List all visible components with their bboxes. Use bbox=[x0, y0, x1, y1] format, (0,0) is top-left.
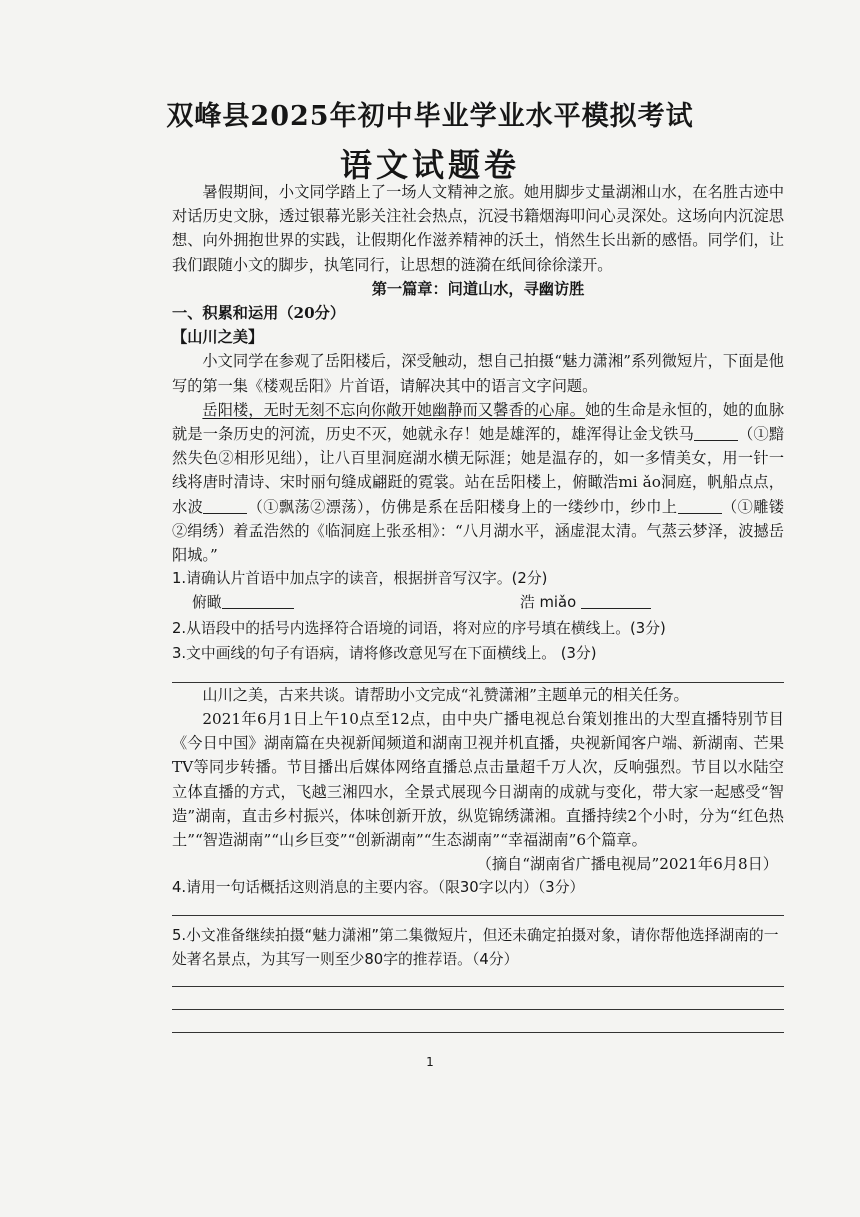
news-paragraph: 2021年6月1日上午10点至12点，由中央广播电视总台策划推出的大型直播特别节目《今日中国》湖南篇在央视新闻频道和湖南卫视并机直播，央视新闻客户端、新湖南、芒果TV等同步转播。节目播出后媒体网络直播总点击量超千万人次，反响强烈。节目以水陆空立体直播的方式，飞越三湘四水，全景式展现今日湖南的成就与变化，带大家一起感受“智造”湖南，直击乡村振兴，体味创新开放，纵览锦绣潇湘。直播持续2个小时，分为“红色热土”“智造湖南”“山乡巨变”“创新湖南”“生态湖南”“幸福湖南”6个篇章。 bbox=[172, 710, 784, 850]
spacer bbox=[172, 916, 784, 924]
task-paragraph: 小文同学在参观了岳阳楼后，深受触动，想自己拍摄“魅力潇湘”系列微短片，下面是他写的第一集《楼观岳阳》片首语，请解决其中的语言文字问题。 bbox=[172, 352, 784, 395]
option-group-2: （①飘荡②漂荡） bbox=[247, 497, 366, 516]
question-3: 3.文中画线的句子有语病，请将修改意见写在下面横线上。 (3分) bbox=[172, 644, 597, 662]
answer-blank-2[interactable] bbox=[203, 497, 247, 514]
intro-paragraph: 暑假期间，小文同学踏上了一场人文精神之旅。她用脚步丈量湖湘山水，在名胜古迹中对话历史文脉，透过银幕光影关注社会热点，沉浸书籍烟海叩问心灵深处。这场向内沉淀思想、向外拥抱世界的实践，让假期化作滋养精神的沃土，悄然生长出新的感悟。同学们，让我们跟随小文的脚步，执笔同行，让思想的涟漪在纸间徐徐漾开。 bbox=[172, 183, 784, 274]
question-5: 5.小文准备继续拍摄“魅力潇湘”第二集微短片，但还未确定拍摄对象，请你帮他选择湖南的一处著名景点，为其写一则至少80字的推荐语。（4分） bbox=[172, 926, 779, 968]
reading-passage bbox=[172, 398, 784, 567]
section-heading: 一、积累和运用（20分） bbox=[172, 304, 346, 323]
news-source: （摘自“湖南省广播电视局”2021年6月8日） bbox=[476, 855, 778, 874]
spacer bbox=[172, 972, 784, 986]
pinyin-word-left: 俯瞰 bbox=[192, 594, 222, 612]
question-2: 2.从语段中的括号内选择符合语境的词语，将对应的序号填在横线上。(3分) bbox=[172, 620, 666, 638]
option-group-3: （①雕镂 ②绢绣） bbox=[172, 497, 785, 540]
pinyin-answer-row bbox=[172, 591, 784, 617]
underlined-sentence: 岳阳楼，无时无刻不忘向你敞开她幽静而又馨香的心扉。 bbox=[202, 400, 586, 419]
exam-title: 双峰县2025年初中毕业学业水平模拟考试 bbox=[166, 101, 694, 132]
spacer bbox=[172, 1010, 784, 1032]
passage-text-4: 着孟浩然的《临洞庭上张丞相》：“八月湖水平，涵虚混太清。气蒸云梦泽，波撼岳阳城。” bbox=[172, 521, 784, 565]
passage-text-2: ，让八百里洞庭湖水横无际涯；她是温存的，如一多情美女，用一针一线将唐时清诗、宋时丽句缝成翩跹的霓裳。站在岳阳楼上，俯瞰浩mi ǎo洞庭，帆船点点，水波 bbox=[172, 449, 785, 516]
theme-paragraph: 山川之美，古来共谈。请帮助小文完成“礼赞潇湘”主题单元的相关任务。 bbox=[202, 685, 689, 704]
chapter-heading: 第一篇章：问道山水，寻幽访胜 bbox=[371, 279, 585, 298]
answer-line-q5-3[interactable] bbox=[172, 1032, 784, 1033]
subsection-heading: 【山川之美】 bbox=[172, 328, 264, 347]
pinyin-item-right bbox=[520, 591, 651, 615]
question-1: 1.请确认片首语中加点字的读音，根据拼音写汉字。(2分) bbox=[172, 570, 548, 588]
passage-text-3: ，仿佛是系在岳阳楼身上的一缕纱巾，纱巾上 bbox=[365, 497, 678, 516]
page-number: 1 bbox=[426, 1055, 434, 1069]
answer-blank-1[interactable] bbox=[694, 424, 738, 441]
spacer bbox=[172, 666, 784, 682]
paper-subtitle: 语文试题卷 bbox=[339, 146, 520, 184]
passage-text-1: 她的生命是永恒的，她的血脉就是一条历史的河流，历史不灭，她就永存！她是雄浑的，雄浑得让金戈铁马 bbox=[172, 400, 785, 444]
pinyin-word-right: 浩 miǎo bbox=[520, 594, 577, 612]
spacer bbox=[172, 901, 784, 915]
option-group-1: （①黯然失色②相形见绌） bbox=[172, 425, 785, 468]
pinyin-blank-left[interactable] bbox=[222, 592, 294, 609]
question-4: 4.请用一句话概括这则消息的主要内容。（限30字以内）（3分） bbox=[172, 879, 585, 897]
pinyin-item-left bbox=[192, 591, 294, 615]
answer-blank-3[interactable] bbox=[678, 497, 722, 514]
pinyin-blank-right[interactable] bbox=[581, 592, 651, 609]
spacer bbox=[172, 987, 784, 1009]
exam-content bbox=[172, 180, 784, 1033]
